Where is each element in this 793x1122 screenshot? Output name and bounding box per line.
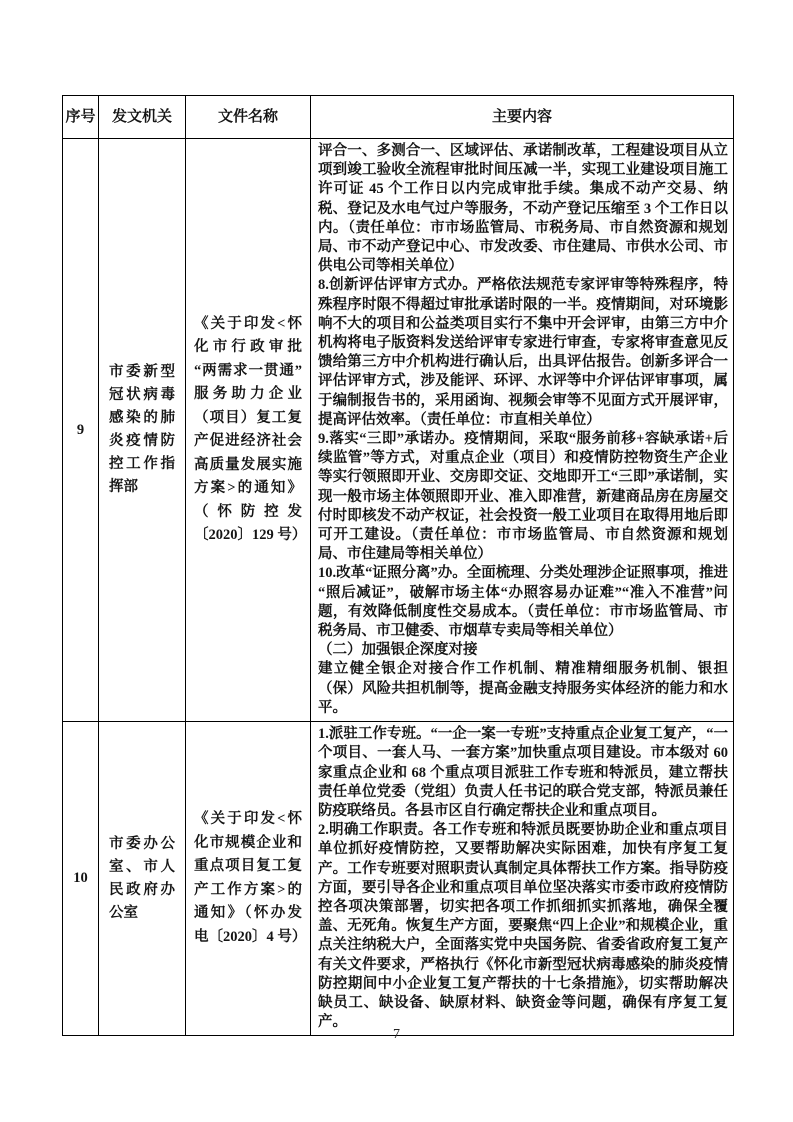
row9-paragraph: 8.创新评估评审方式办。严格依法规范专家评审等特殊程序，特殊程序时限不得超过审批承诺时限的一半。疫情期间，对环境影响不大的项目和公益类项目实行不集中开会评审，由第三方中介机构将电子版资料发送给评审专家进行审查，专家将审查意见反馈给第三方中介机构进行确认后，出具评估报告。创新多评合一评估评审方式，涉及能评、环评、水评等中介评估评审事项，属于编制报告书的，采用函询、视频会审等不见面方式开展评审，提高评估效率。（责任单位：市直相关单位） [318, 277, 728, 428]
header-doc-title: 文件名称 [186, 96, 311, 139]
row9-agency: 市委新型冠状病毒感染的肺炎疫情防控工作指挥部 [99, 139, 186, 722]
row10-main-content [311, 722, 734, 1036]
row10-agency: 市委办公室、市人民政府办公室 [99, 722, 186, 1036]
row9-seq: 9 [63, 139, 99, 722]
row9-paragraph: 建立健全银企对接合作工作机制、精准精细服务机制、银担（保）风险共担机制等，提高金融支持服务实体经济的能力和水平。 [318, 661, 728, 716]
page-number: 7 [393, 1027, 400, 1042]
row10-paragraph: 2.明确工作职责。各工作专班和特派员既要协助企业和重点项目单位抓好疫情防控，又要帮助解决实际困难，加快有序复工复产。工作专班要对照职责认真制定具体帮扶工作方案。指导防疫方面，要引导各企业和重点项目单位坚决落实市委市政府疫情防控各项决策部署，切实把各项工作抓细抓实抓落地，确保全覆盖、无死角。恢复生产方面，要聚焦“四上企业”和规模企业，重点关注纳税大户，全面落实党中央国务院、省委省政府复工复产有关文件要求，严格执行《怀化市新型冠状病毒感染的肺炎疫情防控期间中小企业复工复产帮扶的十七条措施》，切实帮助解决缺员工、缺设备、缺原材料、缺资金等问题，确保有序复工复产。 [318, 822, 728, 1031]
header-main-content: 主要内容 [311, 96, 734, 139]
document-table [62, 95, 734, 1036]
row9-paragraph: 10.改革“证照分离”办。全面梳理、分类处理涉企证照事项，推进“照后减证”，破解市场主体“办照容易办证难”“准入不准营”问题，有效降低制度性交易成本。（责任单位：市市场监管局、市税务局、市卫健委、市烟草专卖局等相关单位） [318, 565, 728, 640]
table-row [63, 139, 734, 722]
row9-paragraph: （二）加强银企深度对接 [318, 642, 478, 659]
row9-paragraph: 评合一、多测合一、区域评估、承诺制改革，工程建设项目从立项到竣工验收全流程审批时间压减一半，实现工业建设项目施工许可证 45 个工作日以内完成审批手续。集成不动产交易、纳税、登记及水电气过户等服务，不动产登记压缩至 3 个工作日以内。（责任单位：市市场监管局、市税务局、市自然资源和规划局、市不动产登记中心、市发改委、市住建局、市供水公司、市供电公司等相关单位） [318, 143, 728, 275]
table-row [63, 722, 734, 1036]
header-seq: 序号 [63, 96, 99, 139]
row9-paragraph: 9.落实“三即”承诺办。疫情期间，采取“服务前移+容缺承诺+后续监管”等方式，对重点企业（项目）和疫情防控物资生产企业等实行领照即开业、交房即交证、交地即开工“三即”承诺制，实现一般市场主体领照即开业、准入即准营，新建商品房在房屋交付时即核发不动产权证，社会投资一般工业项目在取得用地后即可开工建设。（责任单位：市市场监管局、市自然资源和规划局、市住建局等相关单位） [318, 431, 728, 563]
table-header-row [63, 96, 734, 139]
row9-main-content [311, 139, 734, 722]
row10-doc-title: 《关于印发<怀化市规模企业和重点项目复工复产工作方案>的通知》（怀办发电〔2020〕4 号） [186, 722, 311, 1036]
row10-seq: 10 [63, 722, 99, 1036]
row10-paragraph: 1.派驻工作专班。“一企一案一专班”支持重点企业复工复产，“一个项目、一套人马、一套方案”加快重点项目建设。市本级对 60 家重点企业和 68 个重点项目派驻工作专班和特派员，建立帮扶责任单位党委（党组）负责人任书记的联合党支部，特派员兼任防疫联络员。各县市区自行确定帮扶企业和重点项目。 [318, 726, 728, 819]
header-agency: 发文机关 [99, 96, 186, 139]
row9-doc-title: 《关于印发<怀化市行政审批“两需求一贯通”服务助力企业（项目）复工复产促进经济社会高质量发展实施方案>的通知》（怀防控发〔2020〕129 号） [186, 139, 311, 722]
